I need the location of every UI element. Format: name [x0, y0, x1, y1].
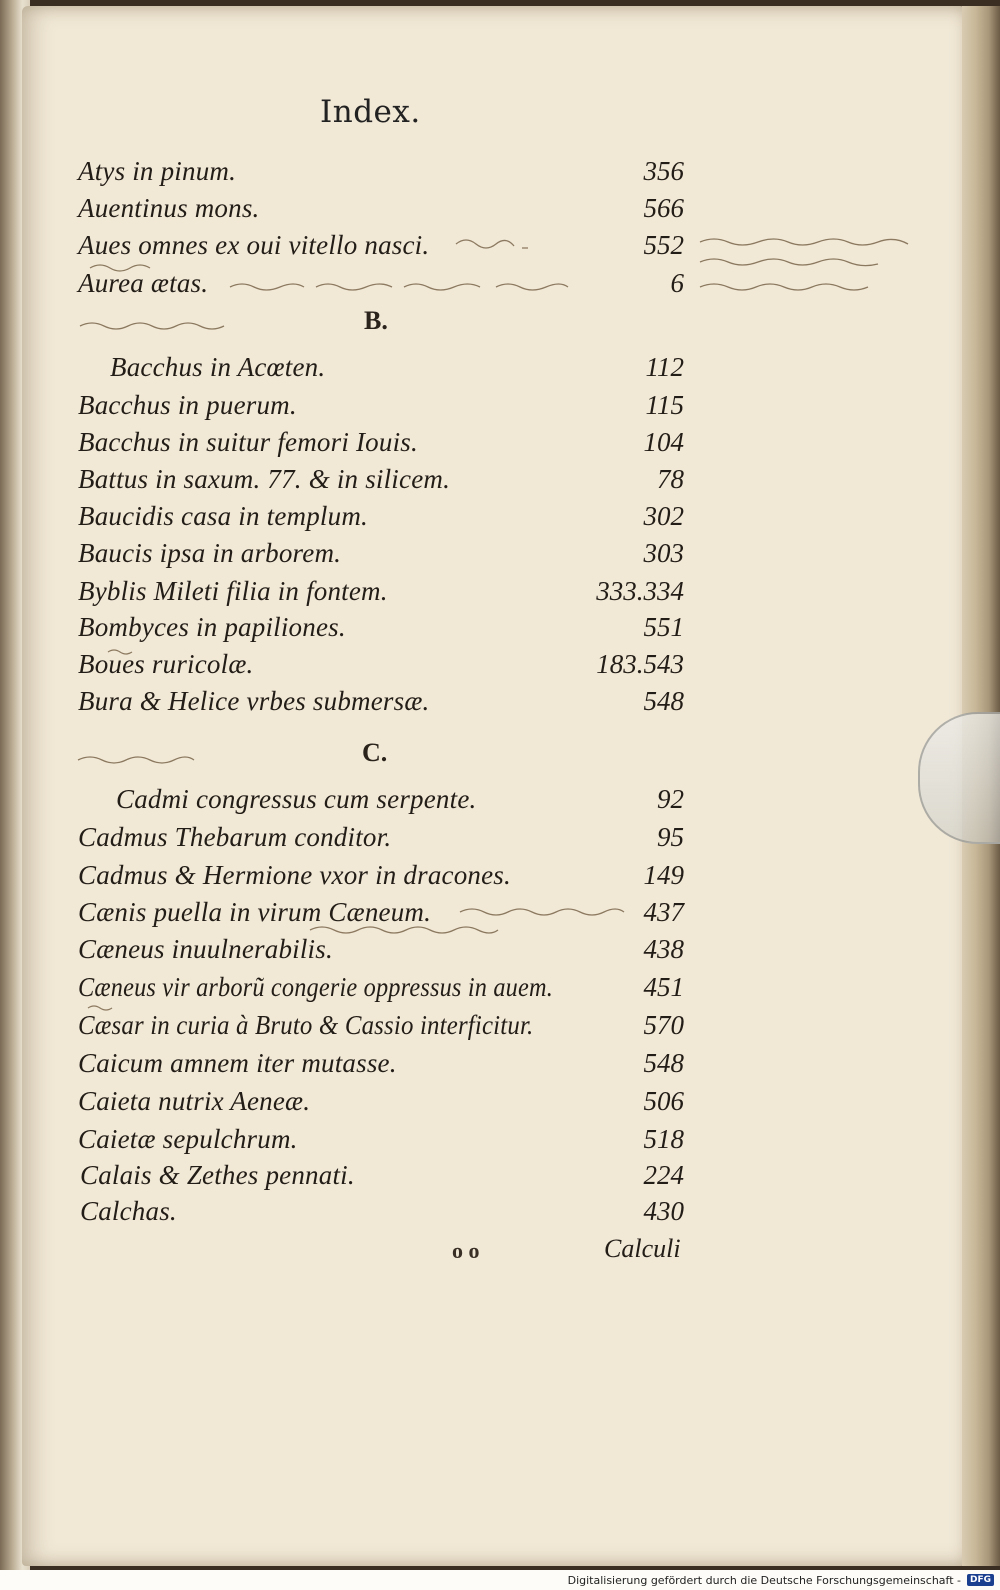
entry-text: Calais & Zethes pennati. [80, 1160, 355, 1190]
entry-page: 570 [643, 1010, 684, 1040]
entry-page: 438 [643, 934, 684, 964]
list-item [0, 352, 1000, 392]
list-item [0, 1160, 1000, 1200]
entry-text: Bacchus in puerum. [78, 390, 297, 420]
list-item [0, 784, 1000, 824]
list-item [0, 860, 1000, 900]
list-item [0, 193, 1000, 233]
list-item [0, 268, 1000, 308]
page-footer [0, 1232, 1000, 1272]
section-heading-c: C. [362, 738, 388, 767]
entry-text: Bombyces in papiliones. [78, 612, 346, 642]
digitization-credit [568, 1572, 994, 1588]
entry-page: 112 [645, 352, 684, 382]
entry-text: Byblis Mileti filia in fontem. [78, 576, 388, 606]
entry-text: Auentinus mons. [78, 193, 260, 223]
list-item [0, 427, 1000, 467]
entry-page: 224 [643, 1160, 684, 1190]
entry-page: 548 [643, 1048, 684, 1078]
list-item [0, 686, 1000, 726]
entry-page: 95 [657, 822, 684, 852]
entry-text: Boues ruricolæ. [78, 649, 254, 679]
entry-text: Cænis puella in virum Cæneum. [78, 897, 432, 927]
entry-text: Cadmus & Hermione vxor in dracones. [78, 860, 511, 890]
entry-text: Cadmi congressus cum serpente. [116, 784, 477, 814]
credit-text: Digitalisierung gefördert durch die Deutsche Forschungsgemeinschaft - [567, 1573, 961, 1587]
catchword: Calculi [604, 1234, 681, 1263]
list-item [0, 464, 1000, 504]
entry-text: Bacchus in Acœten. [110, 352, 326, 382]
entry-text: Aurea ætas. [78, 268, 209, 298]
list-item [0, 538, 1000, 578]
entry-text: Calchas. [80, 1196, 177, 1226]
entry-page: 506 [643, 1086, 684, 1116]
entry-page: 149 [643, 860, 684, 890]
entry-page: 303 [643, 538, 684, 568]
list-item [0, 972, 1000, 1012]
entry-text: Baucis ipsa in arborem. [78, 538, 342, 568]
section-heading-b: B. [364, 306, 388, 335]
entry-text: Caieta nutrix Aeneæ. [78, 1086, 311, 1116]
list-item [0, 501, 1000, 541]
signature-mark: o o [452, 1238, 480, 1263]
list-item [0, 897, 1000, 937]
entry-page: 356 [643, 156, 684, 186]
entry-text: Cæneus vir arborũ congerie oppressus in auem. [78, 972, 553, 1002]
entry-text: Baucidis casa in templum. [78, 501, 368, 531]
entry-text: Caietæ sepulchrum. [78, 1124, 298, 1154]
page-title: Index. [320, 94, 421, 130]
entry-text: Bura & Helice vrbes submersæ. [78, 686, 430, 716]
list-item [0, 822, 1000, 862]
entry-page: 566 [643, 193, 684, 223]
entry-page: 430 [643, 1196, 684, 1226]
entry-page: 437 [643, 897, 684, 927]
list-item [0, 1196, 1000, 1236]
entry-page: 333.334 [596, 576, 684, 606]
entry-text: Cadmus Thebarum conditor. [78, 822, 392, 852]
entry-page: 6 [670, 268, 684, 298]
list-item [0, 612, 1000, 652]
list-item [0, 576, 1000, 616]
list-item [0, 390, 1000, 430]
entry-page: 92 [657, 784, 684, 814]
list-item [0, 649, 1000, 689]
entry-page: 115 [645, 390, 684, 420]
list-item [0, 1048, 1000, 1088]
entry-text: Cæneus inuulnerabilis. [78, 934, 333, 964]
entry-page: 551 [643, 612, 684, 642]
list-item [0, 1124, 1000, 1164]
list-item [0, 1010, 1000, 1050]
entry-text: Atys in pinum. [78, 156, 237, 186]
entry-text: Caicum amnem iter mutasse. [78, 1048, 397, 1078]
entry-page: 183.543 [596, 649, 684, 679]
list-item [0, 934, 1000, 974]
entry-text: Cæsar in curia à Bruto & Cassio interficitur. [78, 1010, 534, 1040]
entry-text: Aues omnes ex oui vitello nasci. [78, 230, 430, 260]
entry-page: 518 [643, 1124, 684, 1154]
entry-page: 302 [643, 501, 684, 531]
list-item [0, 230, 1000, 270]
entry-page: 78 [657, 464, 684, 494]
entry-page: 552 [643, 230, 684, 260]
entry-page: 451 [643, 972, 684, 1002]
list-item [0, 1086, 1000, 1126]
entry-text: Bacchus in suitur femori Iouis. [78, 427, 418, 457]
dfg-logo-icon: DFG [967, 1574, 994, 1586]
list-item [0, 156, 1000, 196]
entry-text: Battus in saxum. 77. & in silicem. [78, 464, 451, 494]
entry-page: 548 [643, 686, 684, 716]
entry-page: 104 [643, 427, 684, 457]
